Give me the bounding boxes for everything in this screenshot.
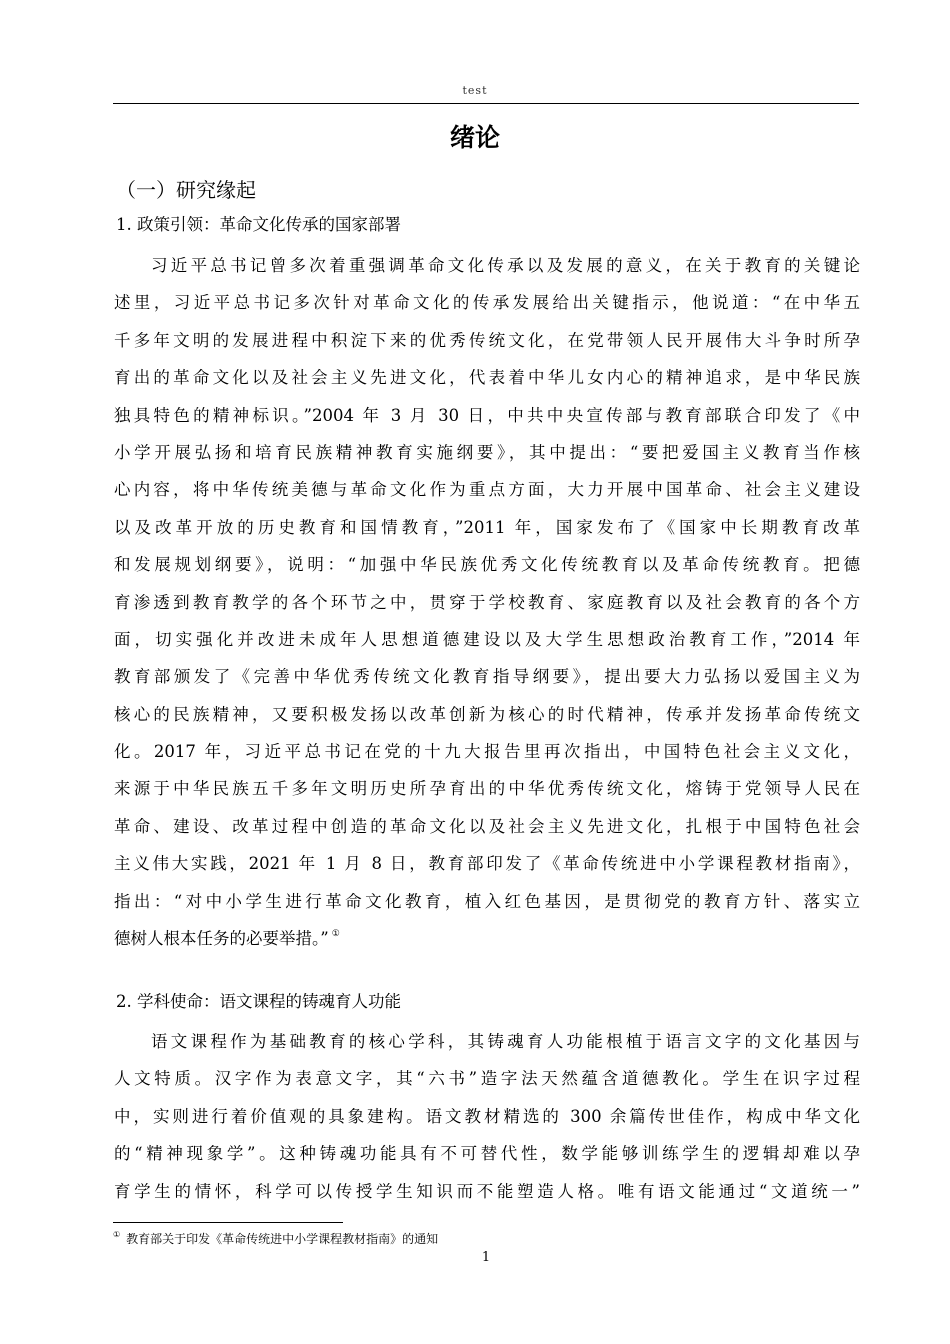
paragraph-line: 指出：“对中小学生进行革命文化教育，植入红色基因，是贯彻党的教育方针、落实立	[114, 891, 860, 911]
paragraph-line: 育渗透到教育教学的各个环节之中，贯穿于学校教育、家庭教育以及社会教育的各个方	[114, 592, 860, 612]
chapter-title: 绪论	[449, 123, 500, 152]
paragraph-line: 核心的民族精神，又要积极发扬以改革创新为核心的时代精神，传承并发扬革命传统文	[114, 704, 860, 724]
footnote-rule	[113, 1222, 343, 1223]
paragraph-line: 习近平总书记曾多次着重强调革命文化传承以及发展的意义，在关于教育的关键论	[151, 256, 860, 275]
paragraph-line: 主义伟大实践，2021 年 1 月 8 日，教育部印发了《革命传统进中小学课程教材指南》，	[114, 854, 860, 874]
running-header: test	[462, 84, 488, 97]
paragraph-line: 育学生的情怀，科学可以传授学生知识而不能塑造人格。唯有语文能通过“文道统一”	[114, 1181, 860, 1201]
paragraph-line: 化。2017 年，习近平总书记在党的十九大报告里再次指出，中国特色社会主义文化，	[114, 742, 860, 762]
footnote-reference[interactable]: ①	[331, 929, 340, 940]
paragraph-line: 革命、建设、改革过程中创造的革命文化以及社会主义先进文化，扎根于中国特色社会	[114, 816, 860, 836]
paragraph-line: 千多年文明的发展进程中积淀下来的优秀传统文化，在党带领人民开展伟大斗争时所孕	[114, 330, 860, 350]
subsection-heading-2: 2. 学科使命：语文课程的铸魂育人功能	[116, 992, 401, 1011]
paragraph-line: 中，实则进行着价值观的具象建构。语文教材精选的 300 余篇传世佳作，构成中华文化	[114, 1106, 860, 1126]
footnote	[113, 1230, 438, 1247]
paragraph-line: 以及改革开放的历史教育和国情教育，”2011 年，国家发布了《国家中长期教育改革	[114, 517, 860, 537]
footnote-text: 教育部关于印发《革命传统进中小学课程教材指南》的通知	[126, 1232, 439, 1246]
paragraph-2	[114, 1023, 860, 1210]
subsection-heading-1: 1. 政策引领：革命文化传承的国家部署	[116, 215, 401, 234]
paragraph-line: 的“精神现象学”。这种铸魂功能具有不可替代性，数学能够训练学生的逻辑却难以孕	[114, 1144, 860, 1164]
header-rule	[113, 103, 859, 104]
paragraph-1	[114, 247, 860, 957]
page-number: 1	[481, 1250, 491, 1265]
paragraph-line: 小学开展弘扬和培育民族精神教育实施纲要》，其中提出：“要把爱国主义教育当作核	[114, 442, 860, 462]
paragraph-line-text: 德树人根本任务的必要举措。”	[114, 929, 329, 949]
paragraph-line: 教育部颁发了《完善中华优秀传统文化教育指导纲要》，提出要大力弘扬以爱国主义为	[114, 667, 860, 687]
paragraph-line: 心内容，将中华传统美德与革命文化作为重点方面，大力开展中国革命、社会主义建设	[114, 480, 860, 500]
paragraph-line: 和发展规划纲要》，说明：“加强中华民族优秀文化传统教育以及革命传统教育。把德	[114, 555, 860, 575]
paragraph-line: 语文课程作为基础教育的核心学科，其铸魂育人功能根植于语言文字的文化基因与	[151, 1032, 860, 1051]
paragraph-line: 育出的革命文化以及社会主义先进文化，代表着中华儿女内心的精神追求，是中华民族	[114, 368, 860, 388]
paragraph-line: 独具特色的精神标识。”2004 年 3 月 30 日，中共中央宣传部与教育部联合印发了《中	[114, 405, 860, 425]
paragraph-line: 述里，习近平总书记多次针对革命文化的传承发展给出关键指示，他说道：“在中华五	[114, 293, 860, 313]
paragraph-line-last	[114, 920, 860, 957]
paragraph-line: 面，切实强化并改进未成年人思想道德建设以及大学生思想政治教育工作，”2014 年	[114, 629, 860, 649]
paragraph-line: 来源于中华民族五千多年文明历史所孕育出的中华优秀传统文化，熔铸于党领导人民在	[114, 779, 860, 799]
paragraph-line: 人文特质。汉字作为表意文字，其“六书”造字法天然蕴含道德教化。学生在识字过程	[114, 1069, 860, 1089]
footnote-marker: ①	[113, 1230, 121, 1239]
section-heading: （一）研究缘起	[116, 178, 256, 202]
